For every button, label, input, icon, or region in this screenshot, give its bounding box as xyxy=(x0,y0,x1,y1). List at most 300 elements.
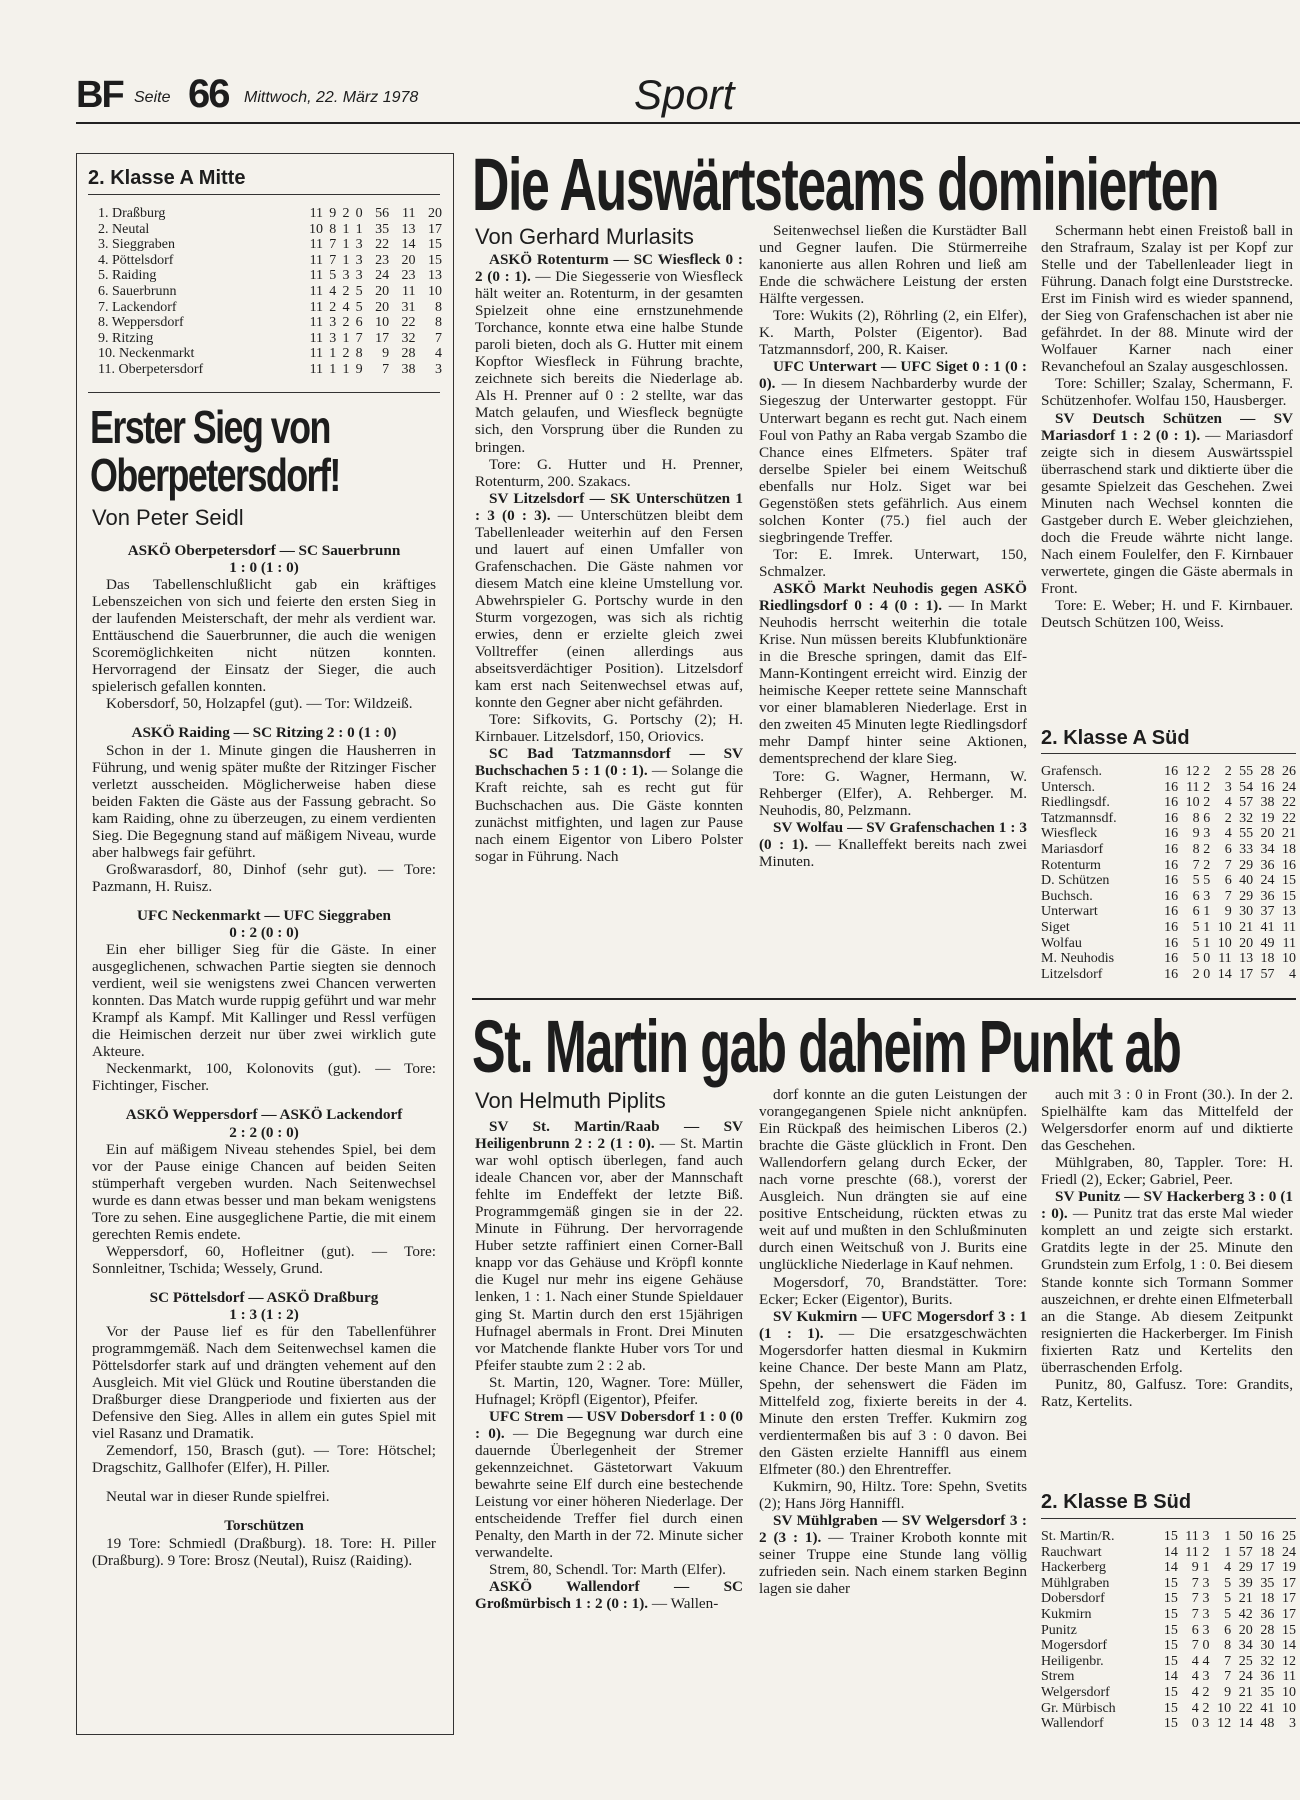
article-paragraph: Strem, 80, Schendl. Tor: Marth (Elfer). xyxy=(489,1561,726,1579)
team-name: 4. Pöttelsdorf xyxy=(98,252,174,268)
stat-cell: 15 xyxy=(1163,1606,1178,1622)
article-column xyxy=(759,1086,1027,1730)
stat-cell: 49 xyxy=(1260,935,1275,951)
team-name: Buchsch. xyxy=(1041,888,1093,904)
stat-cell: 10 xyxy=(375,315,390,331)
stat-cell: 7 xyxy=(1224,888,1232,904)
stat-cell: 4 xyxy=(435,346,442,362)
table-row xyxy=(1041,1560,1296,1576)
team-name: Siget xyxy=(1041,919,1070,935)
stat-cell: 3 xyxy=(355,268,363,284)
table-row xyxy=(1041,780,1296,796)
article-paragraph: Zemendorf, 150, Brasch (gut). — Tore: Hötschel; Dragschitz, Gallhofer (Elfer), H. Piller. xyxy=(92,1442,436,1477)
masthead-rule xyxy=(76,122,1300,124)
article-paragraph: 2 : 2 (0 : 0) xyxy=(229,1123,299,1141)
stat-cell: 15 xyxy=(428,252,442,268)
table-row xyxy=(1041,764,1296,780)
article-paragraph: Tore: Wukits (2), Röhrling (2, ein Elfer), K. Marth, Polster (Eigentor). Bad Tatzmannsdorf, 200, R. Kaiser. xyxy=(759,307,1027,359)
stat-cell: 25 xyxy=(1238,1653,1253,1669)
stat-cell: 9 xyxy=(1224,904,1232,920)
article-paragraph: SV Litzelsdorf — SK Unterschützen 1 : 3 (0 : 3). — Unterschützen bleibt dem Tabellenleader weiterhin auf den Fersen und lauert auf einen Umfaller von Grafenschachen. Die Gäste nahmen vor diesem Match eine kleine Umstellung vor. Abwehrspieler G. Portschy wurde in den Sturm vorgezogen, was sich als richtig erwies, denn er erzielte gleich zwei Volltreffer (einen allerdings aus abseitsverdächtiger Position). Litzelsdorf kam erst nach Seitenwechsel etwas auf, konnte den Gegner aber nicht gefährden. xyxy=(475,489,743,712)
stat-cell: 2 xyxy=(1224,764,1232,779)
stat-cell: 9 xyxy=(329,206,337,221)
stat-cell: 6 xyxy=(355,315,363,331)
article-paragraph: dorf konnte an die guten Leistungen der vorangegangenen Spiele nicht anknüpfen. Ein Rückpaß des heimischen Liberos (2.) brachte die Gäste glücklich in Front. Den Wallendorfern gelang durch Ecker, der nach vorne preschte (68.), vorerst der Ausgleich. Nun drängten sie auf eine positive Entscheidung, rückten etwas zu weit auf und mußten in den Schlußminuten durch einen Weitschuß von J. Burits eine unglückliche Niederlage in Kauf nehmen. xyxy=(759,1086,1027,1274)
article-column xyxy=(92,542,436,1727)
stat-cell: 16 xyxy=(1164,841,1179,857)
article-byline: Von Gerhard Murlasits xyxy=(475,224,694,249)
stat-cell: 5 xyxy=(1192,919,1200,935)
article-paragraph: ASKÖ Wallendorf — SC Großmürbisch 1 : 2 (0 : 1). — Wallen- xyxy=(475,1578,743,1613)
team-name: 5. Raiding xyxy=(98,268,157,284)
page-number: 66 xyxy=(188,72,229,116)
stat-cell: 15 xyxy=(1163,1638,1178,1654)
stat-cell: 11 xyxy=(1185,1529,1199,1544)
team-name: St. Martin/R. xyxy=(1041,1529,1115,1544)
stat-cell: 8 xyxy=(435,299,442,315)
stat-cell: 2 xyxy=(1202,1700,1210,1716)
stat-cell: 16 xyxy=(1164,795,1179,811)
stat-cell: 8 xyxy=(329,221,337,237)
stat-cell: 20 xyxy=(1260,826,1275,842)
stat-cell: 13 xyxy=(1282,904,1296,920)
standings-table-a-sued xyxy=(1041,764,1296,982)
stat-cell: 20 xyxy=(1239,935,1254,951)
article-paragraph: Schon in der 1. Minute gingen die Hausherren in Führung, und wenig später mußte der Ritzinger Fischer verletzt ausscheiden. Möglicherweise haben diese beiden Fakten die Gäste aus der Fassung gebracht. So kam Raiding, ohne zu überzeugen, zu einem verdienten Sieg. Die Begegnung stand auf mäßigem Niveau, wurde aber halbwegs fair geführt. xyxy=(92,741,436,861)
stat-cell: 57 xyxy=(1239,795,1254,811)
stat-cell: 4 xyxy=(342,299,350,315)
stat-cell: 15 xyxy=(1163,1529,1178,1544)
stat-cell: 1 xyxy=(342,252,350,268)
stat-cell: 20 xyxy=(401,252,416,268)
article-paragraph: SV St. Martin/Raab — SV Heiligenbrunn 2 : 2 (1 : 0). — St. Martin war wohl optisch überlegen, fand auch ideale Chancen vor, aber der Mannschaft fehlte im Endeffekt der letzte Biß. Programmgemäß gingen sie in der 22. Minute in Führung. Der hervorragende Huber setzte raffiniert einen Corner-Ball knapp vor das Gehäuse und Kröpfl konnte die Kugel nur mehr ins eigene Gehäuse lenken, 1 : 1. Nach einer Stunde Spieldauer ging St. Martin durch den erst 15jährigen Hufnagel abermals in Front. Drei Minuten vor Matchende flankte Huber vors Tor und Pfeifer staubte zum 2 : 2 ab. xyxy=(475,1118,743,1374)
stat-cell: 16 xyxy=(1164,966,1179,982)
stat-cell: 6 xyxy=(1224,1622,1232,1638)
article-paragraph: Punitz, 80, Galfusz. Tore: Grandits, Ratz, Kertelits. xyxy=(1041,1375,1293,1410)
stat-cell: 3 xyxy=(1202,1529,1210,1544)
stat-cell: 8 xyxy=(435,315,442,331)
stat-cell: 23 xyxy=(401,268,416,284)
team-name: Strem xyxy=(1041,1669,1075,1685)
stat-cell: 6 xyxy=(1192,888,1200,904)
table-title-rule xyxy=(1041,1518,1296,1519)
stat-cell: 55 xyxy=(1239,764,1254,779)
stat-cell: 5 xyxy=(1192,935,1200,951)
stat-cell: 57 xyxy=(1260,966,1275,982)
stat-cell: 4 xyxy=(1224,826,1232,842)
team-name: Mühlgraben xyxy=(1041,1575,1110,1591)
stat-cell: 35 xyxy=(1260,1684,1275,1700)
stat-cell: 16 xyxy=(1282,857,1296,873)
article-paragraph: 1 : 3 (1 : 2) xyxy=(229,1305,299,1323)
article-paragraph: ASKÖ Rotenturm — SC Wiesfleck 0 : 2 (0 : 1). — Die Siegesserie von Wiesfleck hält weiter an. Rotenturm, in der gesamten Spielzeit ohne eine ernstzunehmende Torchance, konnte etwa eine halbe Stunde paroli bieten, doch als G. Hutter mit einem Kopftor Wiesfleck in Führung brachte, zeichnete sich bereits die Niederlage ab. Als H. Prenner auf 0 : 2 stellte, war das Match gelaufen, und Wiesfleck begnügte sich, den Vorsprung über die Runden zu bringen. xyxy=(475,251,743,456)
article-paragraph: Mühlgraben, 80, Tappler. Tore: H. Friedl (2), Ecker; Gabriel, Peer. xyxy=(1041,1154,1293,1189)
stat-cell: 4 xyxy=(1191,1684,1199,1700)
team-name: Litzelsdorf xyxy=(1041,966,1103,982)
stat-cell: 5 xyxy=(1192,951,1200,967)
table-row xyxy=(98,346,442,362)
masthead xyxy=(76,64,1236,124)
stat-cell: 26 xyxy=(1282,764,1296,779)
section-title: Sport xyxy=(634,71,735,118)
stat-cell: 11 xyxy=(309,330,324,346)
stat-cell: 19 xyxy=(1282,1560,1296,1576)
stat-cell: 13 xyxy=(401,221,416,237)
table-row xyxy=(1041,920,1296,936)
stat-cell: 39 xyxy=(1238,1575,1253,1591)
stat-cell: 2 xyxy=(1202,1684,1210,1700)
table-row xyxy=(1041,936,1296,952)
stat-cell: 11 xyxy=(309,206,324,221)
article-paragraph: Ein eher billiger Sieg für die Gäste. In einer ausgeglichenen, schwachen Partie siegten sie dennoch verdient, weil sie wenigstens zwei Chancen verwerten konnten. Das Match wurde ruppig geführt und war mehr Krampf als Kampf. Mit Kallinger und Ressl verfügen die Heimischen derzeit nur über zwei wirklich gute Akteure. xyxy=(92,941,436,1061)
article-paragraph: Tore: G. Wagner, Hermann, W. Rehberger (Elfer), A. Rehberger. M. Neuhodis, 80, Pelzmann. xyxy=(759,767,1027,819)
article-paragraph: auch mit 3 : 0 in Front (30.). In der 2. Spielhälfte kam das Mittelfeld der Welgersdorfer enorm auf und diktierte das Geschehen. xyxy=(1041,1086,1293,1155)
stat-cell: 3 xyxy=(1202,1669,1210,1685)
article-paragraph: Tore: G. Hutter und H. Prenner, Rotenturm, 200. Szakacs. xyxy=(475,455,743,490)
article-paragraph: Kobersdorf, 50, Holzapfel (gut). — Tor: Wildzeiß. xyxy=(106,695,413,713)
stat-cell: 8 xyxy=(1192,841,1200,857)
stat-cell: 21 xyxy=(1238,1684,1253,1700)
stat-cell: 8 xyxy=(355,346,363,362)
table-row xyxy=(98,362,442,378)
team-name: Gr. Mürbisch xyxy=(1041,1700,1116,1716)
article-paragraph: Weppersdorf, 60, Hofleitner (gut). — Tore: Sonnleitner, Tschida; Wessely, Grund. xyxy=(92,1242,436,1277)
stat-cell: 7 xyxy=(1224,1669,1232,1685)
stat-cell: 9 xyxy=(1224,1684,1232,1700)
article-column xyxy=(1041,1086,1293,1483)
stat-cell: 7 xyxy=(382,361,390,377)
stat-cell: 10 xyxy=(1282,1700,1296,1716)
stat-cell: 16 xyxy=(1164,951,1179,967)
stat-cell: 2 xyxy=(1203,857,1211,873)
stat-cell: 41 xyxy=(1260,1700,1275,1716)
stat-cell: 1 xyxy=(342,361,350,377)
article-byline: Von Helmuth Piplits xyxy=(475,1088,666,1113)
team-name: Dobersdorf xyxy=(1041,1591,1105,1607)
stat-cell: 48 xyxy=(1260,1716,1275,1732)
section-divider xyxy=(472,998,1296,1000)
table-row xyxy=(1041,842,1296,858)
table-row xyxy=(1041,1685,1296,1701)
team-name: 8. Weppersdorf xyxy=(98,315,184,331)
standings-table-a-mitte xyxy=(98,206,442,378)
article-paragraph: Kukmirn, 90, Hiltz. Tore: Spehn, Svetits (2); Hans Jörg Hanniffl. xyxy=(759,1478,1027,1513)
table-row xyxy=(1041,1701,1296,1717)
table-row xyxy=(98,300,442,316)
stat-cell: 5 xyxy=(355,283,363,299)
article-paragraph: Schermann hebt einen Freistoß ball in den Strafraum, Szalay ist per Kopf zur Stelle und der Tabellenleader liegt in Führung. Danach folgt eine Durststrecke. Erst im Finish wird es wieder spannend, der Sieg von Grafenschachen ist aber nie gefährdet. In der 88. Minute wird der Wolfauer Karner nach einer Revanchefoul an Szalay ausgeschlossen. xyxy=(1041,222,1293,376)
stat-cell: 11 xyxy=(309,252,324,268)
team-name: Mogersdorf xyxy=(1041,1638,1108,1654)
stat-cell: 3 xyxy=(329,330,337,346)
stat-cell: 3 xyxy=(1203,826,1211,842)
stat-cell: 3 xyxy=(355,252,363,268)
stat-cell: 14 xyxy=(1282,1638,1296,1654)
stat-cell: 38 xyxy=(1260,795,1275,811)
stat-cell: 0 xyxy=(1203,951,1211,967)
table-row xyxy=(1041,873,1296,889)
stat-cell: 2 xyxy=(1224,810,1232,826)
headline-clip-mask xyxy=(1296,1010,1300,1090)
article-paragraph: UFC Neckenmarkt — UFC Sieggraben xyxy=(137,906,391,924)
table-row xyxy=(1041,826,1296,842)
article-headline-line1: Erster Sieg von xyxy=(90,401,330,453)
stat-cell: 2 xyxy=(1192,966,1200,982)
stat-cell: 10 xyxy=(1217,935,1232,951)
stat-cell: 4 xyxy=(1289,966,1296,982)
team-name: Wiesfleck xyxy=(1041,826,1098,842)
stat-cell: 40 xyxy=(1239,873,1254,889)
table-row xyxy=(1041,1716,1296,1732)
stat-cell: 4 xyxy=(1224,795,1232,811)
stat-cell: 3 xyxy=(1202,1622,1210,1638)
stat-cell: 15 xyxy=(1163,1591,1178,1607)
stat-cell: 0 xyxy=(1203,966,1211,982)
stat-cell: 16 xyxy=(1164,764,1179,779)
stat-cell: 1 xyxy=(342,221,350,237)
stat-cell: 31 xyxy=(401,299,416,315)
stat-cell: 6 xyxy=(1224,841,1232,857)
stat-cell: 24 xyxy=(1282,779,1296,795)
stat-cell: 12 xyxy=(1185,764,1200,779)
stat-cell: 22 xyxy=(401,315,416,331)
stat-cell: 7 xyxy=(1191,1591,1199,1607)
stat-cell: 11 xyxy=(402,283,416,299)
stat-cell: 7 xyxy=(1224,857,1232,873)
stat-cell: 14 xyxy=(1238,1716,1253,1732)
stat-cell: 14 xyxy=(1163,1544,1178,1560)
stat-cell: 34 xyxy=(1260,841,1275,857)
article-column xyxy=(1041,222,1293,727)
article-paragraph: Ein auf mäßigem Niveau stehendes Spiel, bei dem vor der Pause einige Chancen auf beiden Seiten stümperhaft vergeben wurden. Nach Seitenwechsel wurde es dann etwas besser und man bekam wenigstens Tore zu sehen. Eine ausgeglichene Partie, die mit einem gerechten Remis endete. xyxy=(92,1140,436,1243)
stat-cell: 11 xyxy=(309,283,324,299)
headline-clip-mask xyxy=(1296,148,1300,228)
article-paragraph: Großwarasdorf, 80, Dinhof (sehr gut). — Tore: Pazmann, H. Ruisz. xyxy=(92,860,436,895)
stat-cell: 28 xyxy=(401,346,416,362)
table-row xyxy=(98,331,442,347)
stat-cell: 2 xyxy=(1203,779,1211,795)
team-name: 9. Ritzing xyxy=(98,330,154,346)
article-paragraph: ASKÖ Raiding — SC Ritzing 2 : 0 (1 : 0) xyxy=(131,724,397,742)
table-row xyxy=(98,222,442,238)
stat-cell: 2 xyxy=(342,283,350,299)
stat-cell: 32 xyxy=(401,330,416,346)
stat-cell: 36 xyxy=(1260,888,1275,904)
article-headline: St. Martin gab daheim Punkt ab xyxy=(472,1005,1181,1088)
stat-cell: 7 xyxy=(435,330,442,346)
stat-cell: 16 xyxy=(1260,779,1275,795)
left-headline-rule xyxy=(88,392,440,393)
stat-cell: 6 xyxy=(1224,873,1232,889)
stat-cell: 38 xyxy=(401,361,416,377)
table-row xyxy=(1041,1545,1296,1561)
stat-cell: 29 xyxy=(1238,1560,1253,1576)
team-name: 2. Neutal xyxy=(98,221,150,237)
standings-table-b-sued xyxy=(1041,1529,1296,1732)
stat-cell: 16 xyxy=(1164,826,1179,842)
stat-cell: 32 xyxy=(1260,1653,1275,1669)
article-paragraph: SC Bad Tatzmannsdorf — SV Buchschachen 5 : 1 (0 : 1). — Solange die Kraft reichte, sah es recht gut für Buchschachen aus. Die Gäste konnten zunächst mitfighten, und lagen zur Pause nach einem Eigentor von Libero Polster sogar in Führung. Nach xyxy=(475,745,743,865)
team-name: Punitz xyxy=(1041,1622,1077,1638)
stat-cell: 8 xyxy=(1224,1638,1232,1654)
stat-cell: 13 xyxy=(1239,951,1254,967)
article-paragraph: 0 : 2 (0 : 0) xyxy=(229,923,299,941)
stat-cell: 11 xyxy=(309,361,324,377)
team-name: Hackerberg xyxy=(1041,1560,1107,1576)
stat-cell: 29 xyxy=(1239,888,1254,904)
stat-cell: 13 xyxy=(428,268,442,284)
stat-cell: 21 xyxy=(1239,919,1254,935)
stat-cell: 36 xyxy=(1260,1606,1275,1622)
article-paragraph: SV Wolfau — SV Grafenschachen 1 : 3 (0 : 1). — Knalleffekt bereits nach zwei Minuten. xyxy=(759,818,1027,870)
article-column xyxy=(475,251,743,986)
stat-cell: 16 xyxy=(1164,873,1179,889)
stat-cell: 15 xyxy=(1163,1622,1178,1638)
stat-cell: 18 xyxy=(1260,1544,1275,1560)
stat-cell: 14 xyxy=(1217,966,1232,982)
stat-cell: 20 xyxy=(428,206,442,221)
stat-cell: 54 xyxy=(1239,779,1254,795)
stat-cell: 22 xyxy=(1238,1700,1253,1716)
team-name: 7. Lackendorf xyxy=(98,299,177,315)
stat-cell: 50 xyxy=(1238,1529,1253,1544)
stat-cell: 1 xyxy=(329,346,337,362)
stat-cell: 4 xyxy=(329,283,337,299)
stat-cell: 18 xyxy=(1260,1591,1275,1607)
table-row xyxy=(1041,795,1296,811)
team-name: Wallendorf xyxy=(1041,1716,1104,1732)
stat-cell: 6 xyxy=(1203,810,1211,826)
table-title-rule xyxy=(88,194,440,195)
stat-cell: 0 xyxy=(1191,1716,1199,1732)
article-paragraph: Tore: Sifkovits, G. Portschy (2); H. Kirnbauer. Litzelsdorf, 150, Oriovics. xyxy=(475,711,743,746)
stat-cell: 7 xyxy=(1191,1575,1199,1591)
team-name: 10. Neckenmarkt xyxy=(98,346,195,362)
team-name: Heiligenbr. xyxy=(1041,1653,1104,1669)
stat-cell: 15 xyxy=(1163,1684,1178,1700)
stat-cell: 15 xyxy=(1163,1716,1178,1732)
table-title: 2. Klasse A Mitte xyxy=(88,167,246,189)
article-paragraph: UFC Unterwart — UFC Siget 0 : 1 (0 : 0). — In diesem Nachbarderby wurde der Siegeszug der Unterwarter gestoppt. Für Unterwart begann es recht gut. Nach einem Foul von Pathy an Raba vergab Szambo die Chance eines Elfmeters. Später traf derselbe Spieler bei einem Weitschuß ebenfalls nur Holz. Siget war bei Gegenstößen stets gefährlich. Aus einem solchen Konter (75.) fiel auch der siegbringende Treffer. xyxy=(759,358,1027,546)
table-row xyxy=(1041,1623,1296,1639)
stat-cell: 10 xyxy=(428,283,442,299)
stat-cell: 5 xyxy=(1224,1606,1232,1622)
stat-cell: 18 xyxy=(1282,841,1296,857)
stat-cell: 33 xyxy=(1239,841,1254,857)
team-name: 3. Sieggraben xyxy=(98,237,175,253)
table-row xyxy=(98,268,442,284)
team-name: 11. Oberpetersdorf xyxy=(98,361,204,377)
stat-cell: 34 xyxy=(1238,1638,1253,1654)
article-paragraph: ASKÖ Markt Neuhodis gegen ASKÖ Riedlingsdorf 0 : 4 (0 : 1). — In Markt Neuhodis herrscht weiterhin die totale Krise. Nun müssen bereits Klubfunktionäre in die Bresche springen, damit das Elf-Mann-Kontingent erreicht wird. Einzig der heimische Keeper rettete seine Mannschaft vor einer blamableren Niederlage. Erst in den zweiten 45 Minuten legte Riedlingsdorf mehr Dampf hinter seine Aktionen, dementsprechend der klare Sieg. xyxy=(759,579,1027,768)
paper-logo: BF xyxy=(76,74,123,116)
team-name: Rauchwart xyxy=(1041,1544,1102,1560)
table-row xyxy=(1041,1654,1296,1670)
stat-cell: 7 xyxy=(1191,1606,1199,1622)
stat-cell: 10 xyxy=(1217,1700,1232,1716)
stat-cell: 1 xyxy=(342,330,350,346)
stat-cell: 21 xyxy=(1282,826,1296,842)
stat-cell: 5 xyxy=(1192,873,1200,889)
team-name: D. Schützen xyxy=(1041,873,1110,889)
stat-cell: 7 xyxy=(329,252,337,268)
stat-cell: 3 xyxy=(1203,888,1211,904)
stat-cell: 14 xyxy=(401,237,416,253)
stat-cell: 11 xyxy=(1282,1669,1296,1685)
stat-cell: 11 xyxy=(1282,919,1296,935)
stat-cell: 1 xyxy=(355,221,363,237)
stat-cell: 5 xyxy=(329,268,337,284)
stat-cell: 15 xyxy=(428,237,442,253)
stat-cell: 17 xyxy=(428,221,442,237)
table-row xyxy=(98,253,442,269)
stat-cell: 30 xyxy=(1260,1638,1275,1654)
stat-cell: 0 xyxy=(1202,1638,1210,1654)
table-title-rule xyxy=(1041,753,1296,754)
stat-cell: 1 xyxy=(1203,935,1211,951)
stat-cell: 11 xyxy=(309,237,324,253)
team-name: Grafensch. xyxy=(1041,764,1103,779)
stat-cell: 2 xyxy=(1203,764,1211,779)
stat-cell: 3 xyxy=(1202,1716,1210,1732)
stat-cell: 4 xyxy=(1202,1653,1210,1669)
stat-cell: 8 xyxy=(1192,810,1200,826)
stat-cell: 16 xyxy=(1164,904,1179,920)
stat-cell: 16 xyxy=(1164,919,1179,935)
stat-cell: 37 xyxy=(1260,904,1275,920)
stat-cell: 1 xyxy=(342,237,350,253)
team-name: Riedlingsdf. xyxy=(1041,795,1110,811)
stat-cell: 11 xyxy=(309,346,324,362)
table-row xyxy=(1041,811,1296,827)
stat-cell: 7 xyxy=(1224,1653,1232,1669)
stat-cell: 3 xyxy=(1202,1606,1210,1622)
stat-cell: 28 xyxy=(1260,1622,1275,1638)
stat-cell: 1 xyxy=(329,361,337,377)
team-name: M. Neuhodis xyxy=(1041,951,1115,967)
stat-cell: 22 xyxy=(1282,795,1296,811)
stat-cell: 0 xyxy=(355,206,363,221)
table-row xyxy=(1041,1638,1296,1654)
stat-cell: 17 xyxy=(1282,1591,1296,1607)
stat-cell: 36 xyxy=(1260,857,1275,873)
stat-cell: 15 xyxy=(1282,873,1296,889)
stat-cell: 16 xyxy=(1164,810,1179,826)
article-paragraph: St. Martin, 120, Wagner. Tore: Müller, Hufnagel; Kröpfl (Eigentor), Pfeifer. xyxy=(475,1373,743,1408)
stat-cell: 7 xyxy=(329,237,337,253)
article-paragraph: Tore: E. Weber; H. und F. Kirnbauer. Deutsch Schützen 100, Weiss. xyxy=(1041,597,1293,632)
page-label: Seite xyxy=(134,89,171,106)
stat-cell: 10 xyxy=(1217,919,1232,935)
table-row xyxy=(98,284,442,300)
article-byline: Von Peter Seidl xyxy=(92,505,244,530)
article-paragraph: Das Tabellenschlußlicht gab ein kräftiges Lebenszeichen von sich und feierte den ersten Sieg in der laufenden Meisterschaft, der mehr als verdient war. Enttäuschend die Sauerbrunner, die auch die wenigen Scoremöglichkeiten nicht nützen konnten. Hervorragend der Einsatz der Sieger, die auch spielerisch gefallen konnten. xyxy=(92,576,436,696)
stat-cell: 11 xyxy=(309,315,324,331)
stat-cell: 16 xyxy=(1260,1529,1275,1544)
stat-cell: 4 xyxy=(1224,1560,1232,1576)
stat-cell: 5 xyxy=(355,299,363,315)
stat-cell: 24 xyxy=(1282,1544,1296,1560)
stat-cell: 24 xyxy=(1260,873,1275,889)
stat-cell: 2 xyxy=(329,299,337,315)
table-row xyxy=(98,237,442,253)
stat-cell: 19 xyxy=(1260,810,1275,826)
stat-cell: 4 xyxy=(1191,1669,1199,1685)
article-paragraph: SV Punitz — SV Hackerberg 3 : 0 (1 : 0). — Punitz trat das erste Mal wieder komplett an und zeigte sich erstarkt. Gratdits legte in der 25. Minute den Grundstein zum Erfolg, 1 : 0. Bei diesem Stande konnte sich Tormann Sommer auszeichnen, er drehte einen Elfmeterball an die Stange. Ab diesem Zeitpunkt resignierten die Hackerberger. Im Finish fixierten Ratz und Kertelits den überraschenden Erfolg. xyxy=(1041,1188,1293,1376)
stat-cell: 14 xyxy=(1163,1560,1178,1576)
stat-cell: 3 xyxy=(1289,1716,1296,1732)
article-paragraph: SV Mühlgraben — SV Welgersdorf 3 : 2 (3 : 1). — Trainer Kroboth konnte mit seiner Truppe eine Stunde lang völlig zufrieden sein. Nach einem starken Beginn lagen sie daher xyxy=(759,1512,1027,1598)
